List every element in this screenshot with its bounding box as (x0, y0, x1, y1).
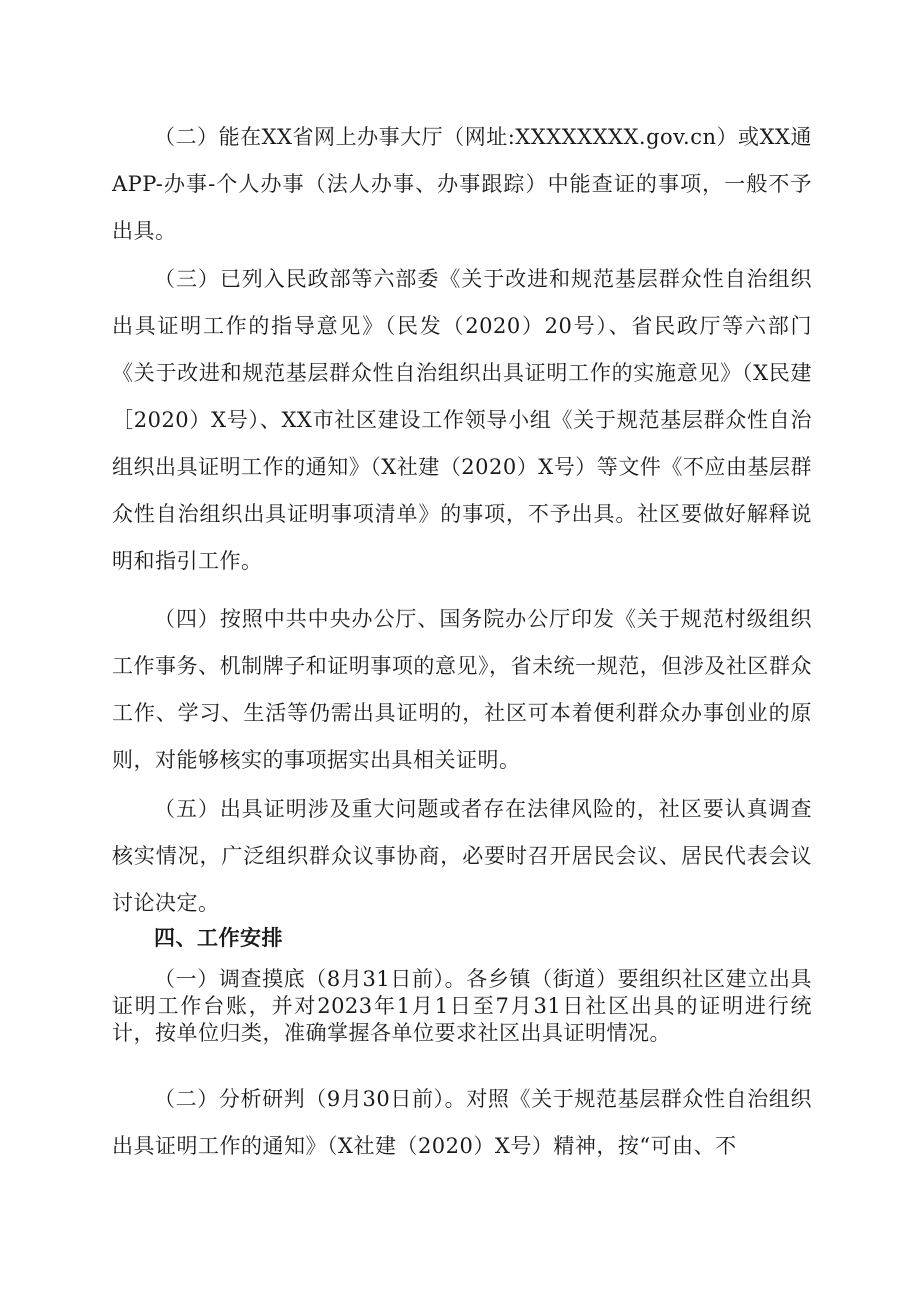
work-item-1: （一）调查摸底（8月31日前）。各乡镇（街道）要组织社区建立出具证明工作台账，并对2023年1月1日至7月31日社区出具的证明进行统计，按单位归类，准确掌握各单位要求社区出具证明情况。 (112, 967, 812, 1045)
work-item-2: （二）分析研判（9月30日前）。对照《关于规范基层群众性自治组织出具证明工作的通知》（X社建（2020）X号）精神，按“可由、不 (112, 1087, 812, 1158)
paragraph-item-2: （二）能在XX省网上办事大厅（网址:XXXXXXXX.gov.cn）或XX通APP-办事-个人办事（法人办事、办事跟踪）中能查证的事项，一般不予出具。 (112, 125, 812, 243)
paragraph-item-5: （五）出具证明涉及重大问题或者存在法律风险的，社区要认真调查核实情况，广泛组织群众议事协商，必要时召开居民会议、居民代表会议讨论决定。 (112, 797, 812, 915)
paragraph-item-3: （三）已列入民政部等六部委《关于改进和规范基层群众性自治组织出具证明工作的指导意见》（民发（2020）20号）、省民政厅等六部门《关于改进和规范基层群众性自治组织出具证明工作的实施意见》（X民建［2020）X号）、XX市社区建设工作领导小组《关于规范基层群众性自治组织出具证明工作的通知》（X社建（2020）X号）等文件《不应由基层群众性自治组织出具证明事项清单》的事项，不予出具。社区要做好解释说明和指引工作。 (112, 267, 812, 573)
section-heading: 四、工作安排 (154, 925, 283, 950)
paragraph-item-4: （四）按照中共中央办公厅、国务院办公厅印发《关于规范村级组织工作事务、机制牌子和证明事项的意见》，省未统一规范，但涉及社区群众工作、学习、生活等仍需出具证明的，社区可本着便利群众办事创业的原则，对能够核实的事项据实出具相关证明。 (112, 607, 812, 772)
